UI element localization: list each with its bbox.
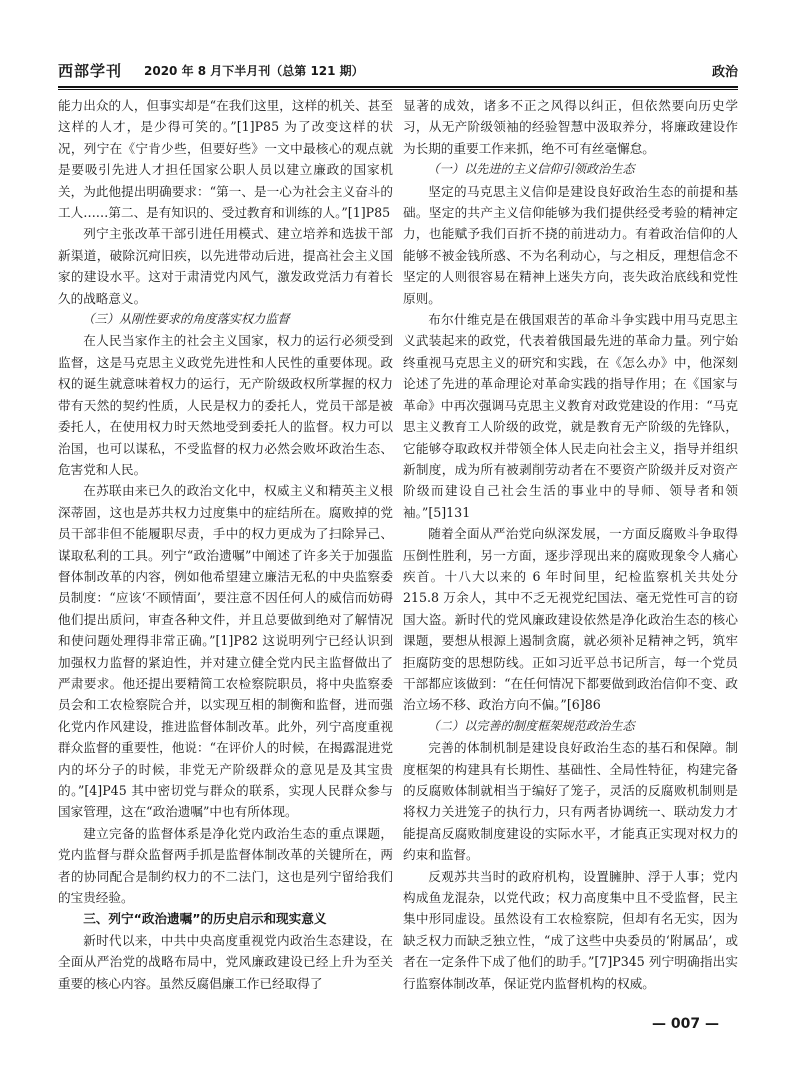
issue-info: 2020 年 8 月下半月刊（总第 121 期） bbox=[144, 64, 364, 78]
section-heading: （二）以完善的制度框架规范政治生态 bbox=[427, 718, 635, 733]
journal-logo: 西部学刊 bbox=[58, 62, 123, 80]
header-rule-thin bbox=[58, 89, 738, 90]
section-label: 政治 bbox=[711, 65, 738, 80]
paragraph: 完善的体制机制是建设良好政治生态的基石和保障。制度框架的构建具有长期性、基础性、全局性特征，构建完备的反腐败体制就相当于编好了笼子，灵活的反腐败机制则是将权力关进笼子的执行力，只有两者协调统一、联动发力才能提高反腐败制度建设的实际水平，才能真正实现对权力的约束和监督。 bbox=[403, 740, 738, 863]
paragraph: 坚定的马克思主义信仰是建设良好政治生态的前提和基础。坚定的共产主义信仰能够为我们提供经受考验的精神定力，也能赋予我们百折不挠的前进动力。有着政治信仰的人能够不被金钱所惑、不为名利动心，与之相反，理想信念不坚定的人则很容易在精神上迷失方向，丧失政治底线和党性原则。 bbox=[403, 183, 738, 306]
paragraph: 建立完备的监督体系是净化党内政治生态的重点课题，党内监督与群众监督两手抓是监督体制改革的关键所在，两者的协同配合是制约权力的不二法门，这也是列宁留给我们的宝贵经验。 bbox=[58, 825, 393, 906]
page-header bbox=[58, 60, 738, 86]
paragraph: 在人民当家作主的社会主义国家，权力的运行必须受到监督，这是马克思主义政党先进性和人民性的重要体现。政权的诞生就意味着权力的运行，无产阶级政权所掌握的权力带有天然的契约性质，人民是权力的委托人，党员干部是被委托人，在使用权力时天然地受到委托人的监督。权力可以治国，也可以谋私，不受监督的权力必然会败坏政治生态、危害党和人民。 bbox=[58, 333, 393, 477]
paragraph: 显著的成效，诸多不正之风得以纠正，但依然要向历史学习，从无产阶级领袖的经验智慧中汲取养分，将廉政建设作为长期的重要工作来抓，绝不可有丝毫懈怠。 bbox=[403, 98, 738, 156]
section-heading: （三）从刚性要求的角度落实权力监督 bbox=[82, 312, 290, 327]
paragraph: 能力出众的人，但事实却是“在我们这里，这样的机关、甚至这样的人才，是少得可笑的。”[1]P85 为了改变这样的状况，列宁在《宁肯少些，但要好些》一文中最核心的观点就是要吸引先进人才担任国家公职人员以建立廉政的国家机关，为此他提出明确要求：“第一、是一心为社会主义奋斗的工人……第二、是有知识的、受过教育和训练的人。”[1]P85 bbox=[58, 98, 393, 221]
right-column bbox=[403, 95, 738, 994]
section-heading: （一）以先进的主义信仰引领政治生态 bbox=[427, 162, 635, 177]
paragraph: 列宁主张改革干部引进任用模式、建立培养和选拔干部新渠道，破除沉疴旧疾，以先进带动后进，提高社会主义国家的建设水平。这对于肃清党内风气，激发政党活力有着长久的战略意义。 bbox=[58, 226, 393, 306]
paragraph: 布尔什维克是在俄国艰苦的革命斗争实践中用马克思主义武装起来的政党，代表着俄国最先进的革命力量。列宁始终重视马克思主义的研究和实践，在《怎么办》中，他深刻论述了先进的革命理论对革命实践的指导作用；在《国家与革命》中再次强调马克思主义教育对政党建设的作用：“马克思主义教育工人阶级的政党，就是教育无产阶级的先锋队，它能够夺取政权并带领全体人民走向社会主义，指导并组织新制度，成为所有被剥削劳动者在不要资产阶级并反对资产阶级而建设自己社会生活的事业中的导师、领导者和领袖。”[5]131 bbox=[403, 312, 738, 520]
left-column bbox=[58, 95, 393, 994]
paragraph: 随着全面从严治党向纵深发展，一方面反腐败斗争取得压倒性胜利，另一方面，逐步浮现出来的腐败现象令人痛心疾首。十八大以来的 6 年时间里，纪检监察机关共处分 215.8 万余人，其中不乏无视党纪国法、毫无党性可言的窃国大盗。新时代的党风廉政建设依然是净化政治生态的核心课题，要想从根源上遏制贪腐，就必须补足精神之钙，筑牢拒腐防变的思想防线。正如习近平总书记所言，每一个党员干部都应该做到：“在任何情况下都要做到政治信仰不变、政治立场不移、政治方向不偏。”[6]86 bbox=[403, 526, 738, 713]
header-rule-thick bbox=[58, 86, 738, 88]
paragraph: 反观苏共当时的政府机构，设置臃肿、浮于人事；党内构成鱼龙混杂，以党代政；权力高度集中且不受监督，民主集中形同虚设。虽然设有工农检察院，但却有名无实，因为缺乏权力而缺乏独立性，“成了这些中央委员的‘附属品’，或者在一定条件下成了他们的助手。”[7]P345 列宁明确指出实行监察体制改革，保证党内监督机构的权威。 bbox=[403, 868, 738, 991]
section-heading: 三、列宁“政治遗嘱”的历史启示和现实意义 bbox=[83, 911, 327, 927]
page-number: — 007 — bbox=[652, 1016, 719, 1032]
paragraph: 新时代以来，中共中央高度重视党内政治生态建设，在全面从严治党的战略布局中，党风廉政建设已经上升为至关重要的核心内容。虽然反腐倡廉工作已经取得了 bbox=[58, 932, 393, 991]
paragraph: 在苏联由来已久的政治文化中，权威主义和精英主义根深蒂固，这也是苏共权力过度集中的症结所在。腐败掉的党员干部非但不能履职尽责，手中的权力更成为了扫除异己、谋取私利的工具。列宁“政治遗嘱”中阐述了许多关于加强监督体制改革的内容，例如他希望建立廉洁无私的中央监察委员制度：“应该‘不顾情面’，要注意不因任何人的威信而妨碍他们提出质问，审查各种文件，并且总要做到绝对了解情况和使问题处理得非常正确。”[1]P82 这说明列宁已经认识到加强权力监督的紧迫性，并对建立健全党内民主监督做出了严肃要求。他还提出要精简工农检察院职员，将中央监察委员会和工农检察院合并，以实现互相的制衡和监督，进而强化党内作风建设，推进监督体制改革。此外，列宁高度重视群众监督的重要性，他说：“在评价人的时候，在揭露混进党内的坏分子的时候，非党无产阶级群众的意见是及其宝贵的。”[4]P45 其中密切党与群众的联系，实现人民群众参与国家管理，这在“政治遗嘱”中也有所体现。 bbox=[58, 483, 393, 820]
